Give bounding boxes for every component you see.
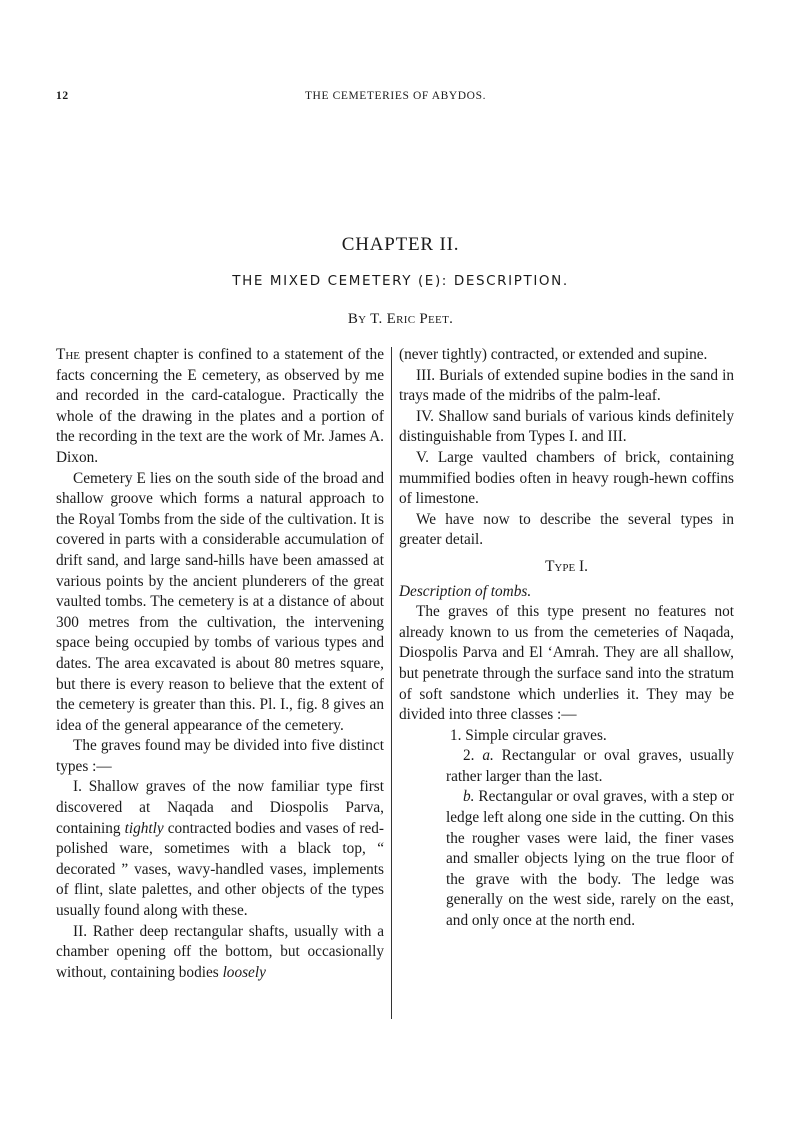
emphasis: loosely (222, 963, 266, 981)
paragraph: The graves of this type present no features not already known to us from the cemeteries of Naqada, Diospolis Parva and El ‘Amrah. They are all shallow, but penetrate through the surface sand into the stratum of soft sandstone which underlies it. They may be divided into three classes :— (399, 603, 734, 724)
paragraph: We have now to describe the several types in greater detail. (399, 510, 734, 549)
list-label: a. (482, 747, 494, 765)
paragraph: The graves found may be divided into five distinct types :— (56, 737, 384, 775)
chapter-title: CHAPTER II. (341, 234, 460, 255)
paragraph: Cemetery E lies on the south side of the broad and shallow groove which forms a natural approach to the Royal Tombs from the side of the cultivation. It is covered in parts with a considerable accumulation of drift sand, and large sand-hills have been amassed at various points by the ancient plunderers of the great vaulted tombs. The cemetery is at a distance of about 300 metres from the cultivation, the intervening space being occupied by tombs of various types and dates. The area excavated is about 80 metres square, but there is every reason to believe that the extent of the cemetery is greater than this. Pl. I., fig. 8 gives an idea of the general appearance of the cemetery. (56, 469, 384, 734)
paragraph: IV. Shallow sand burials of various kinds definitely distinguishable from Types I. and III. (399, 407, 734, 446)
list-text: Rectangular or oval graves, with a step or ledge left along one side in the cutting. On this the rougher vases were laid, the finer vases and smaller objects lying on the true floor of the grave with the body. The ledge was generally on the west side, rarely on the east, and only once at the north end. (446, 788, 734, 930)
paragraph-text: contracted bodies and vases of red-polished ware, sometimes with a black top, “ decorated ” vases, wavy-handled vases, implements of flint, slate palettes, and other objects of the types usually found along with these. (56, 819, 384, 920)
page-number: 12 (56, 90, 69, 102)
list-item (399, 787, 734, 931)
paragraph-text: present chapter is confined to a statement of the facts concerning the E cemetery, as observed by me and recorded in the card-catalogue. Practically the whole of the drawing in the plates and a portion of the recording in the text are the work of Mr. James A. Dixon. (56, 346, 384, 466)
column-divider (391, 347, 392, 1019)
running-title: THE CEMETERIES OF ABYDOS. (304, 90, 487, 102)
section-subheading: Description of tombs. (399, 582, 532, 600)
running-head (56, 90, 735, 102)
list-number: 2. (463, 747, 475, 765)
list-label: b. (463, 788, 475, 806)
right-column (399, 345, 734, 932)
paragraph: (never tightly) contracted, or extended and supine. (399, 346, 708, 363)
section-heading: Type I. (545, 557, 588, 575)
list-text: Rectangular or oval graves, usually rather larger than the last. (446, 747, 734, 785)
paragraph: V. Large vaulted chambers of brick, containing mummified bodies often in heavy rough-hewn coffins of limestone. (399, 448, 734, 508)
list-item: 1. Simple circular graves. (450, 726, 607, 744)
paragraph (56, 922, 384, 984)
paragraph (56, 345, 384, 469)
paragraph (56, 777, 384, 921)
list-item (399, 746, 734, 787)
drop-lead: The (56, 346, 81, 363)
paragraph-text: II. Rather deep rectangular shafts, usually with a chamber opening off the bottom, but occasionally without, containing bodies (56, 922, 384, 981)
paragraph-text: I. Shallow graves of the now familiar type first discovered at Naqada and Diospolis Parva, containing (56, 778, 384, 837)
left-column (56, 345, 384, 983)
author-byline: By T. Eric Peet. (347, 311, 454, 327)
emphasis: tightly (124, 819, 164, 837)
paragraph: III. Burials of extended supine bodies in the sand in trays made of the midribs of the palm-leaf. (399, 366, 734, 405)
chapter-subtitle: THE MIXED CEMETERY (E): DESCRIPTION. (232, 273, 569, 289)
